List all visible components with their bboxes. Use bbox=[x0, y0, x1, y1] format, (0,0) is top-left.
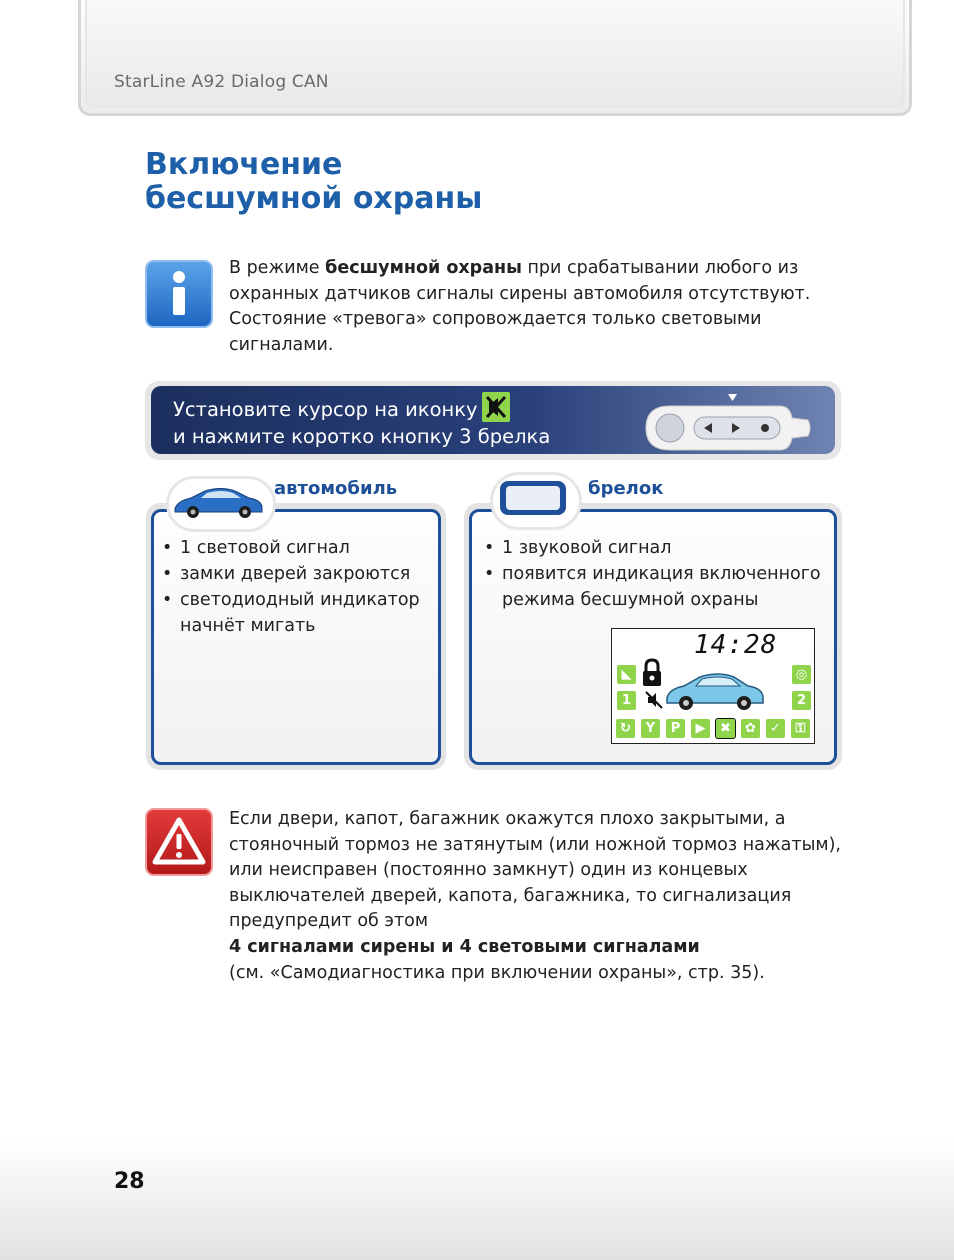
silent-mode-lcd-icon: ✖ bbox=[716, 719, 735, 738]
sensor-icon: P bbox=[666, 719, 685, 738]
footer-band bbox=[0, 1140, 954, 1260]
keyfob-icon bbox=[493, 475, 573, 521]
info-paragraph bbox=[229, 256, 839, 358]
speaker-off-icon bbox=[644, 690, 664, 710]
silent-mode-icon bbox=[482, 392, 510, 422]
title-line-2: бесшумной охраны bbox=[145, 181, 483, 216]
trunk-icon: ◣ bbox=[617, 665, 636, 684]
warning-reference: (см. «Самодиагностика при включении охраны», стр. 35). bbox=[229, 962, 765, 983]
channel-2-indicator: 2 bbox=[792, 691, 811, 710]
page-title bbox=[145, 148, 705, 216]
keyfob-illustration bbox=[640, 392, 816, 452]
channel-1-indicator: 1 bbox=[617, 691, 636, 710]
lcd-time: 14:28 bbox=[694, 630, 778, 660]
list-item: • появится индикация включенного режима бесшумной охраны bbox=[484, 561, 834, 613]
list-item: • замки дверей закроются bbox=[162, 561, 432, 587]
car-card-list bbox=[162, 535, 432, 639]
page-number: 28 bbox=[114, 1169, 145, 1194]
instruction-line-2: и нажмите коротко кнопку 3 брелка bbox=[173, 425, 551, 448]
header-tab bbox=[78, 0, 912, 116]
lock-icon bbox=[640, 658, 664, 688]
fob-badge bbox=[490, 472, 582, 530]
title-line-1: Включение bbox=[145, 147, 343, 182]
service-icon: Y bbox=[641, 719, 660, 738]
list-item: • 1 звуковой сигнал bbox=[484, 535, 834, 561]
info-rest: при срабатывании любого из охранных датчиков сигналы сирены автомобиля отсутствуют. Состояние «тревога» сопровождается только световыми сигналами. bbox=[229, 258, 811, 355]
instruction-text bbox=[173, 392, 550, 450]
warning-text: Если двери, капот, багажник окажутся плохо закрытыми, а стояночный тормоз не затянутым (или ножной тормоз нажатым), или неисправен (постоянно замкнут) один из концевых выключателей дверей, капота, багажника, то сигнализация предупредит об этом bbox=[229, 809, 841, 932]
car-icon bbox=[169, 479, 267, 523]
engine-icon: ◎ bbox=[792, 665, 811, 684]
warning-paragraph bbox=[229, 807, 849, 986]
car-lcd-icon bbox=[664, 666, 766, 714]
list-item: • светодиодный индикатор начнёт мигать bbox=[162, 587, 432, 639]
fob-card-list bbox=[484, 535, 834, 613]
fob-card-title: брелок bbox=[588, 478, 664, 499]
warning-bold: 4 сигналами сирены и 4 световыми сигналами bbox=[229, 936, 700, 957]
refresh-icon: ↻ bbox=[616, 719, 635, 738]
car-badge bbox=[166, 476, 276, 532]
warning-icon bbox=[145, 808, 213, 876]
instruction-line-1: Установите курсор на иконку bbox=[173, 398, 478, 421]
info-icon bbox=[145, 260, 213, 328]
fan-icon: ✿ bbox=[741, 719, 760, 738]
lcd-icons bbox=[612, 656, 814, 744]
info-bold: бесшумной охраны bbox=[325, 258, 522, 278]
key-icon: ⚿ bbox=[791, 719, 810, 738]
timer-icon: ✓ bbox=[766, 719, 785, 738]
sound-icon: ▶ bbox=[691, 719, 710, 738]
info-prefix: В режиме bbox=[229, 258, 326, 278]
brand-name: StarLine A92 Dialog CAN bbox=[114, 72, 329, 92]
list-item: • 1 световой сигнал bbox=[162, 535, 432, 561]
car-card-title: автомобиль bbox=[274, 478, 398, 499]
